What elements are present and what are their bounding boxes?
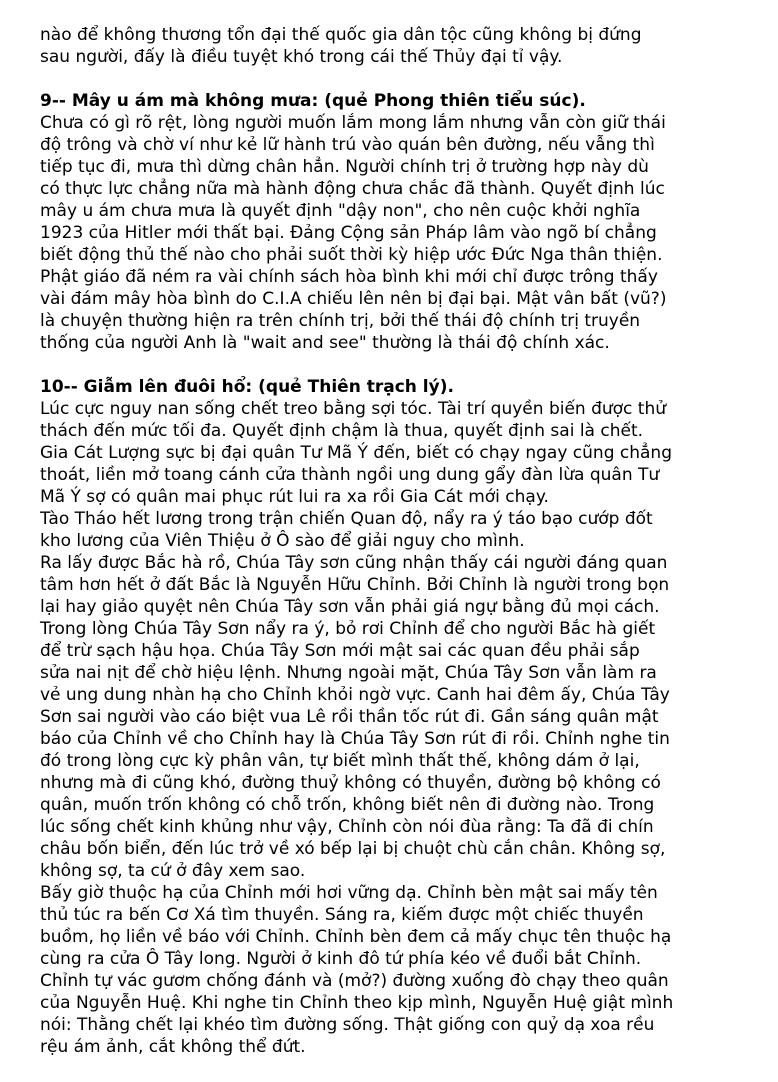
text-line: Trong lòng Chúa Tây Sơn nẩy ra ý, bỏ rơi Chỉnh để cho người Bắc hà giết [40,619,656,639]
text-line: Chưa có gì rõ rệt, lòng người muốn lắm mong lắm nhưng vẫn còn giữ thái [40,113,666,133]
text-line: tâm hơn hết ở đất Bắc là Nguyễn Hữu Chỉnh. Bởi Chỉnh là người trong bọn [40,575,670,595]
text-line: Phật giáo đã ném ra vài chính sách hòa bình khi mới chỉ được trông thấy [40,267,658,287]
text-line: đó trong lòng cực kỳ phân vân, tự biết mình thất thế, không dám ở lại, [40,751,640,771]
text-line: biết động thủ thế nào cho phải suốt thời kỳ hiệp ước Đức Nga thân thiện. [40,245,663,265]
text-line: vẻ ung dung nhàn hạ cho Chỉnh khỏi ngờ vực. Canh hai đêm ấy, Chúa Tây [40,685,670,705]
intro-paragraph [40,24,740,68]
text-line: mây u ám chưa mưa là quyết định "dậy non", cho nên cuộc khởi nghĩa [40,201,641,221]
text-line: báo của Chỉnh về cho Chỉnh hay là Chúa Tây Sơn rút đi rồi. Chỉnh nghe tin [40,729,670,749]
text-line: sửa nai nịt để chờ hiệu lệnh. Nhưng ngoài mặt, Chúa Tây Sơn vẫn làm ra [40,663,657,683]
text-line: kho lương của Viên Thiệu ở Ô sào để giải nguy cho mình. [40,531,525,551]
text-line: Lúc cực nguy nan sống chết treo bằng sợi tóc. Tài trí quyền biến được thử [40,399,667,419]
text-line: buồm, họ liền về báo với Chỉnh. Chỉnh bèn đem cả mấy chục tên thuộc hạ [40,927,672,947]
text-line: Tào Tháo hết lương trong trận chiến Quan độ, nẩy ra ý táo bạo cướp đốt [40,509,653,529]
text-line: của Nguyễn Huệ. Khi nghe tin Chỉnh theo kịp mình, Nguyễn Huệ giật mình [40,993,674,1013]
text-line: Bấy giờ thuộc hạ của Chỉnh mới hơi vững dạ. Chỉnh bèn mật sai mấy tên [40,883,658,903]
text-line: có thực lực chẳng nữa mà hành động chưa chắc đã thành. Quyết định lúc [40,179,665,199]
text-line: lại hay giảo quyệt nên Chúa Tây sơn vẫn phải giá ngự bằng đủ mọi cách. [40,597,660,617]
document-page [40,24,740,1058]
text-line: châu bốn biển, đến lúc trở về xó bếp lại bị chuột chù cắn chân. Không sợ, [40,839,666,859]
text-line: không sợ, ta cứ ở đây xem sao. [40,861,306,881]
text-line: tiếp tục đi, mưa thì dừng chân hẳn. Người chính trị ở trường hợp này dù [40,157,649,177]
text-line: Mã Ý sợ có quân mai phục rút lui ra xa rồi Gia Cát mới chạy. [40,487,549,507]
text-line: nói: Thằng chết lại khéo tìm đường sống. Thật giống con quỷ dạ xoa rều [40,1015,655,1035]
text-line: quân, muốn trốn không có chỗ trốn, không biết nên đi đường nào. Trong [40,795,655,815]
text-line: cùng ra cửa Ô Tây long. Người ở kinh đô tứ phía kéo về đuổi bắt Chỉnh. [40,949,642,969]
paragraph-gap [40,354,740,376]
text-line: lúc sống chết kinh khủng như vậy, Chỉnh còn nói đùa rằng: Ta đã đi chín [40,817,654,837]
paragraph-gap [40,68,740,90]
section-10 [40,376,740,1058]
text-line: để trừ sạch hậu họa. Chúa Tây Sơn mới mật sai các quan đều phải sắp [40,641,640,661]
text-line: rệu ám ảnh, cắt không thể đứt. [40,1037,306,1057]
text-line: thách đến mức tối đa. Quyết định chậm là thua, quyết định sai là chết. [40,421,644,441]
text-line: nhưng mà đi cũng khó, đường thuỷ không có thuyền, đường bộ không có [40,773,661,793]
text-line: độ trông và chờ ví như kẻ lữ hành trú vào quán bên đường, nếu vẫng thì [40,135,655,155]
text-line: thoát, liền mở toang cánh cửa thành ngồi ung dung gẩy đàn lừa quân Tư [40,465,660,485]
text-line: Gia Cát Lượng sực bị đại quân Tư Mã Ý đến, biết có chạy ngay cũng chẳng [40,443,672,463]
text-line: 1923 của Hitler mới thất bại. Đảng Cộng sản Pháp lâm vào ngõ bí chẳng [40,223,657,243]
section-heading: 10-- Giẫm lên đuôi hổ: (quẻ Thiên trạch lý). [40,377,454,397]
text-line: là chuyện thường hiện ra trên chính trị, bởi thế thái độ chính trị truyền [40,311,641,331]
section-9 [40,90,740,354]
text-line: thống của người Anh là "wait and see" thường là thái độ chính xác. [40,333,610,353]
text-line: Sơn sai người vào cáo biệt vua Lê rồi thần tốc rút đi. Gần sáng quân mật [40,707,659,727]
text-line: nào để không thương tổn đại thế quốc gia dân tộc cũng không bị đứng [40,25,642,45]
text-line: thủ túc ra bến Cơ Xá tìm thuyền. Sáng ra, kiếm được một chiếc thuyền [40,905,644,925]
text-line: Chỉnh tự vác gươm chống đánh và (mở?) đường xuống đò chạy theo quân [40,971,669,991]
text-line: vài đám mây hòa bình do C.I.A chiếu lên nên bị đại bại. Mật vân bất (vũ?) [40,289,667,309]
section-heading: 9-- Mây u ám mà không mưa: (quẻ Phong thiên tiểu súc). [40,91,586,111]
text-line: sau người, đấy là điều tuyệt khó trong cái thế Thủy đại tỉ vậy. [40,47,563,67]
text-line: Ra lấy được Bắc hà rồ, Chúa Tây sơn cũng nhận thấy cái người đáng quan [40,553,668,573]
